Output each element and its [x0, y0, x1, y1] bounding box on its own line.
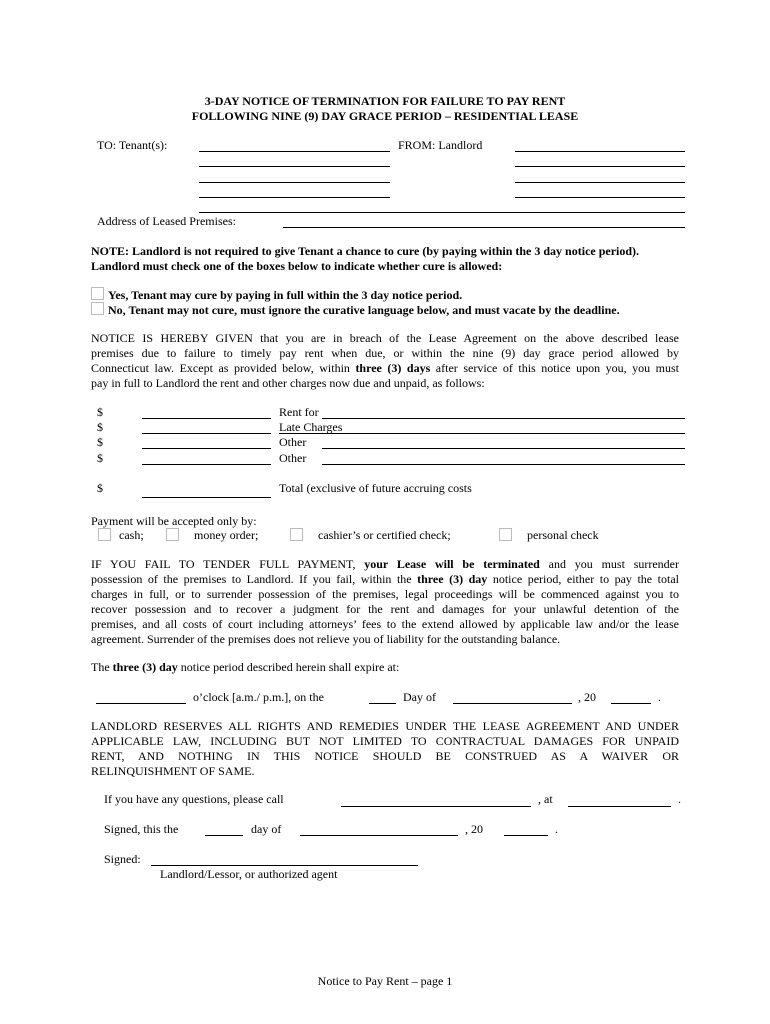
note-line-1: NOTE: Landlord is not required to give Tenant a chance to cure (by paying within the 3 day notice period). [91, 244, 640, 258]
notice-line-2: premises due to failure to timely pay rent when due, or within the nine (9) day grace period allowed by [91, 346, 679, 360]
tenant-line-1[interactable] [199, 151, 390, 152]
signed-year-label: , 20 [465, 822, 483, 836]
other-1-amount-line[interactable] [142, 448, 271, 449]
yes-cure-checkbox[interactable] [91, 287, 104, 300]
other-2-line[interactable] [322, 464, 685, 465]
fail-line-3: charges in full, or to surrender possession of the premises, legal proceedings will be commenced against you to [91, 587, 679, 601]
fail-line-1a: IF YOU FAIL TO TENDER FULL PAYMENT, [91, 557, 365, 571]
dollar-sign-total: $ [97, 481, 103, 495]
questions-period: . [678, 792, 681, 806]
signed-day-line[interactable] [205, 835, 243, 836]
fail-line-2 [91, 572, 679, 587]
yes-cure-label: Yes, Tenant may cure by paying in full within the 3 day notice period. [108, 288, 463, 302]
notice-line-3c: after service of this notice upon you, you must [430, 361, 680, 375]
fail-line-5: premises, and all costs of court including attorneys’ fees to the extend allowed by applicable law and/or the lease [91, 617, 679, 631]
money-order-checkbox[interactable] [166, 528, 179, 541]
reserves-line-1: LANDLORD RESERVES ALL RIGHTS AND REMEDIES UNDER THE LEASE AGREEMENT AND UNDER [91, 719, 679, 733]
landlord-line-2[interactable] [515, 166, 685, 167]
fail-line-1c: and you must surrender [539, 557, 680, 571]
fail-line-2c: notice period, either to pay the total [487, 572, 679, 586]
expire-period: . [658, 690, 661, 704]
tenant-line-4[interactable] [199, 197, 390, 198]
tenant-line-2[interactable] [199, 166, 390, 167]
fail-paragraph [91, 557, 679, 647]
expire-three-day: three (3) day [112, 660, 178, 674]
oclock-label: o’clock [a.m./ p.m.], on the [193, 690, 324, 704]
cashiers-check-label: cashier’s or certified check; [318, 528, 451, 542]
landlord-line-1[interactable] [515, 151, 685, 152]
fail-three-day: three (3) day [417, 572, 488, 586]
fail-line-6: agreement. Surrender of the premises does not relieve you of liability for the outstanding balance. [91, 632, 561, 646]
dollar-sign-other-1: $ [97, 435, 103, 449]
notice-three-days: three (3) days [355, 361, 431, 375]
landlord-line-3[interactable] [515, 182, 685, 183]
cashiers-check-checkbox[interactable] [290, 528, 303, 541]
rent-amount-line[interactable] [142, 418, 271, 419]
money-order-label: money order; [194, 528, 259, 542]
late-amount-line[interactable] [142, 433, 271, 434]
expire-sentence [91, 660, 399, 675]
other-2-amount-line[interactable] [142, 464, 271, 465]
fail-line-1 [91, 557, 679, 572]
expire-time-line[interactable] [96, 703, 186, 704]
personal-check-label: personal check [527, 528, 599, 542]
no-cure-label: No, Tenant may not cure, must ignore the curative language below, and must vacate by the deadline. [108, 303, 620, 317]
signed-period: . [555, 822, 558, 836]
title-line-2: FOLLOWING NINE (9) DAY GRACE PERIOD – RESIDENTIAL LEASE [191, 109, 579, 123]
notice-line-3 [91, 361, 679, 376]
to-tenant-label: TO: Tenant(s): [97, 138, 168, 152]
signature-line[interactable] [151, 865, 418, 866]
questions-at: , at [538, 792, 553, 806]
day-of-label: Day of [403, 690, 436, 704]
questions-phone-line[interactable] [568, 806, 671, 807]
notice-paragraph [91, 331, 679, 391]
tenant-line-3[interactable] [199, 182, 390, 183]
notice-line-3a: Connecticut law. Except as provided below, within [91, 361, 356, 375]
fail-line-2a: possession of the premises to Landlord. If you fail, within the [91, 572, 418, 586]
fail-line-4: recover possession and to recover a judgment for the rent and damages for your unlawful detention of the [91, 602, 679, 616]
notice-line-4: pay in full to Landlord the rent and other charges now due and unpaid, as follows: [91, 376, 485, 390]
signed-day-of-label: day of [251, 822, 282, 836]
title-line-1: 3-DAY NOTICE OF TERMINATION FOR FAILURE TO PAY RENT [204, 94, 566, 108]
other-2-label: Other [279, 451, 307, 465]
total-amount-line[interactable] [142, 497, 271, 498]
dollar-sign-late: $ [97, 420, 103, 434]
note-line-2: Landlord must check one of the boxes below to indicate whether cure is allowed: [91, 259, 503, 273]
rent-for-line[interactable] [322, 418, 685, 419]
expire-c: notice period described herein shall expire at: [177, 660, 400, 674]
signed-label: Signed: [104, 852, 141, 866]
expire-day-line[interactable] [369, 703, 396, 704]
address-line[interactable] [283, 227, 685, 228]
dollar-sign-rent: $ [97, 405, 103, 419]
total-label: Total (exclusive of future accruing costs [279, 481, 472, 495]
landlord-line-4[interactable] [515, 197, 685, 198]
cash-checkbox[interactable] [98, 528, 111, 541]
signed-this-label: Signed, this the [104, 822, 179, 836]
late-charges-label: Late Charges [279, 420, 343, 434]
reserves-line-4: RELINQUISHMENT OF SAME. [91, 764, 255, 778]
signature-caption: Landlord/Lessor, or authorized agent [160, 867, 338, 881]
separator-line [199, 212, 685, 213]
late-charges-line[interactable] [279, 433, 685, 434]
expire-year-line[interactable] [611, 703, 651, 704]
other-1-line[interactable] [322, 448, 685, 449]
no-cure-checkbox[interactable] [91, 302, 104, 315]
reserves-line-3: RENT, AND NOTHING IN THIS NOTICE SHOULD BE CONSTRUED AS A WAIVER OR [91, 749, 679, 763]
expire-month-line[interactable] [453, 703, 572, 704]
signed-month-line[interactable] [300, 835, 458, 836]
payment-label: Payment will be accepted only by: [91, 514, 257, 528]
page-footer: Notice to Pay Rent – page 1 [317, 974, 453, 988]
lease-terminated: your Lease will be terminated [364, 557, 540, 571]
personal-check-checkbox[interactable] [499, 528, 512, 541]
signed-year-line[interactable] [504, 835, 548, 836]
other-1-label: Other [279, 435, 307, 449]
cash-label: cash; [119, 528, 144, 542]
expire-year-label: , 20 [578, 690, 596, 704]
from-landlord-label: FROM: Landlord [398, 138, 483, 152]
questions-name-line[interactable] [341, 806, 531, 807]
questions-label: If you have any questions, please call [104, 792, 284, 806]
expire-a: The [91, 660, 113, 674]
rent-label: Rent for [279, 405, 319, 419]
reserves-paragraph [91, 719, 679, 779]
reserves-line-2: APPLICABLE LAW, INCLUDING BUT NOT LIMITED TO CONTRACTUAL DAMAGES FOR UNPAID [91, 734, 679, 748]
dollar-sign-other-2: $ [97, 451, 103, 465]
address-label: Address of Leased Premises: [97, 214, 236, 228]
notice-line-1: NOTICE IS HEREBY GIVEN that you are in breach of the Lease Agreement on the above described lease [91, 331, 679, 345]
